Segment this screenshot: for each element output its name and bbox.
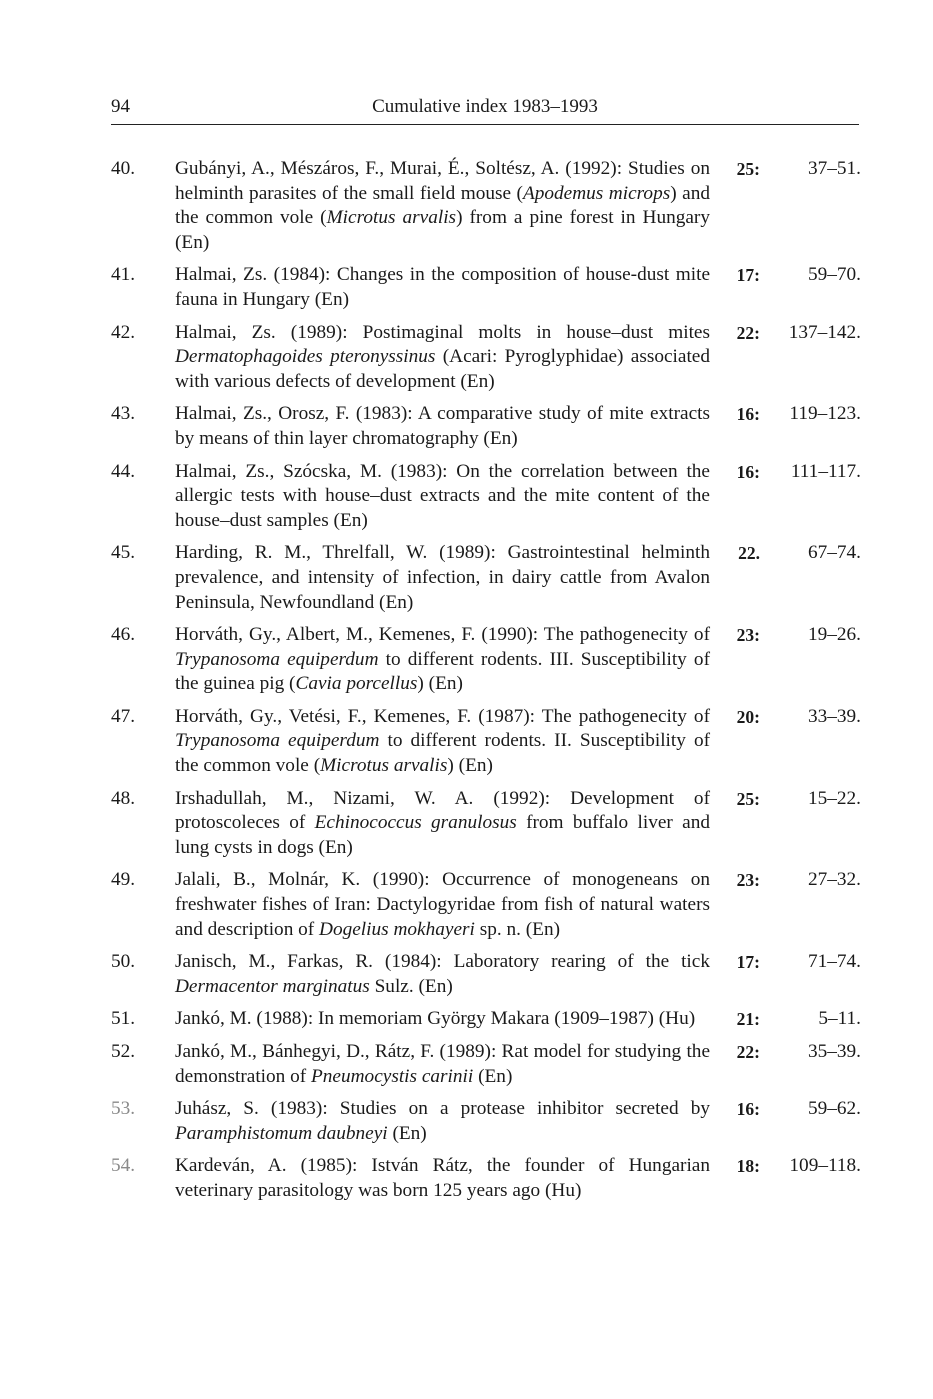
index-entry: [111, 1154, 861, 1203]
entry-pages: 71–74.: [807, 951, 861, 973]
entry-pages: 111–117.: [790, 460, 861, 482]
index-entry: [111, 623, 861, 697]
entry-number: 53.: [111, 1098, 136, 1120]
entry-volume: 22:: [736, 1042, 760, 1062]
index-entries: [111, 157, 861, 1212]
entry-volume: 23:: [736, 870, 760, 891]
entry-pages: 137–142.: [788, 321, 861, 343]
entry-volume: 17:: [736, 952, 760, 973]
index-entry: [111, 541, 861, 615]
entry-volume: 22.: [738, 543, 760, 564]
index-entry: [111, 1007, 861, 1032]
entry-pages: 59–70.: [807, 264, 861, 286]
entry-citation: Harding, R. M., Threlfall, W. (1989): Gastrointestinal helminth prevalence, and intensity of infection, in dairy cattle from Avalon Peninsula, Newfoundland (En): [175, 542, 710, 613]
entry-volume: 18:: [736, 1156, 760, 1177]
entry-number: 51.: [111, 1008, 136, 1030]
entry-pages: 119–123.: [789, 403, 861, 425]
entry-citation: Gubányi, A., Mészáros, F., Murai, É., Soltész, A. (1992): Studies on helminth parasites of the small field mouse (Apodemus microps) and the common vole (Microtus arvalis) from a pine forest in Hungary (En): [175, 158, 710, 253]
entry-volume: 16:: [736, 1099, 760, 1120]
index-entry: [111, 705, 861, 779]
entry-citation: Juhász, S. (1983): Studies on a protease inhibitor secreted by Paramphistomum daubneyi (En): [175, 1098, 710, 1144]
entry-pages: 19–26.: [807, 624, 861, 646]
entry-number: 41.: [111, 264, 136, 286]
entry-citation: Jankó, M., Bánhegyi, D., Rátz, F. (1989): Rat model for studying the demonstration of Pneumocystis carinii (En): [175, 1041, 710, 1087]
page-header: [111, 92, 859, 125]
entry-pages: 35–39.: [807, 1041, 861, 1062]
entry-pages: 33–39.: [807, 705, 861, 727]
entry-pages: 67–74.: [807, 542, 861, 564]
entry-pages: 59–62.: [807, 1098, 861, 1120]
entry-volume: 16:: [736, 404, 760, 425]
entry-citation: Halmai, Zs., Orosz, F. (1983): A comparative study of mite extracts by means of thin layer chromatography (En): [175, 403, 710, 449]
entry-pages: 15–22.: [807, 787, 861, 809]
entry-number: 49.: [111, 869, 136, 891]
index-entry: [111, 1040, 861, 1089]
entry-volume: 22:: [736, 322, 760, 343]
entry-volume: 25:: [736, 159, 760, 179]
entry-number: 40.: [111, 158, 136, 179]
entry-number: 52.: [111, 1041, 136, 1062]
page-number: 94: [111, 96, 130, 117]
entry-number: 43.: [111, 403, 136, 425]
entry-number: 54.: [111, 1155, 136, 1177]
index-entry: [111, 460, 861, 534]
entry-citation: Kardeván, A. (1985): István Rátz, the founder of Hungarian veterinary parasitology was born 125 years ago (Hu): [175, 1155, 710, 1201]
entry-citation: Horváth, Gy., Albert, M., Kemenes, F. (1990): The pathogenecity of Trypanosoma equiperdum to different rodents. III. Susceptibility of the guinea pig (Cavia porcellus) (En): [175, 624, 710, 695]
entry-number: 44.: [111, 460, 136, 482]
entry-pages: 27–32.: [807, 869, 861, 891]
index-entry: [111, 321, 861, 395]
entry-number: 48.: [111, 787, 136, 809]
index-entry: [111, 950, 861, 999]
entry-volume: 23:: [736, 625, 760, 646]
entry-number: 45.: [111, 542, 136, 564]
index-entry: [111, 263, 861, 312]
entry-number: 47.: [111, 705, 136, 727]
index-entry: [111, 157, 861, 255]
running-title: Cumulative index 1983–1993: [372, 96, 598, 117]
entry-citation: Jalali, B., Molnár, K. (1990): Occurrence of monogeneans on freshwater fishes of Iran: Dactylogyridae from fish of natural waters and description of Dogelius mokhayeri sp. n. (En): [175, 869, 710, 940]
entry-pages: 37–51.: [807, 158, 861, 179]
index-entry: [111, 1097, 861, 1146]
entry-number: 50.: [111, 951, 136, 973]
entry-volume: 20:: [736, 706, 760, 727]
entry-volume: 17:: [736, 265, 760, 286]
index-entry: [111, 787, 861, 861]
entry-citation: Jankó, M. (1988): In memoriam György Makara (1909–1987) (Hu): [175, 1008, 696, 1030]
entry-volume: 21:: [736, 1009, 760, 1030]
entry-number: 42.: [111, 321, 136, 343]
entry-pages: 109–118.: [789, 1155, 861, 1177]
entry-number: 46.: [111, 624, 136, 646]
entry-citation: Halmai, Zs. (1984): Changes in the composition of house-dust mite fauna in Hungary (En): [175, 264, 710, 310]
entry-volume: 25:: [736, 788, 760, 809]
entry-citation: Horváth, Gy., Vetési, F., Kemenes, F. (1987): The pathogenecity of Trypanosoma equiperdum to different rodents. II. Susceptibility of the common vole (Microtus arvalis) (En): [175, 705, 711, 777]
index-entry: [111, 868, 861, 942]
entry-citation: Irshadullah, M., Nizami, W. A. (1992): Development of protoscoleces of Echinococcus granulosus from buffalo liver and lung cysts in dogs (En): [175, 787, 711, 858]
entry-citation: Halmai, Zs., Szócska, M. (1983): On the correlation between the allergic tests with house–dust extracts and the mite content of the house–dust samples (En): [175, 460, 710, 531]
index-entry: [111, 402, 861, 451]
entry-citation: Janisch, M., Farkas, R. (1984): Laboratory rearing of the tick Dermacentor marginatus Sulz. (En): [175, 951, 710, 997]
entry-pages: 5–11.: [818, 1008, 861, 1030]
entry-volume: 16:: [736, 461, 760, 482]
entry-citation: Halmai, Zs. (1989): Postimaginal molts in house–dust mites Dermatophagoides pteronyssinus (Acari: Pyroglyphidae) associated with various defects of development (En): [175, 321, 711, 392]
